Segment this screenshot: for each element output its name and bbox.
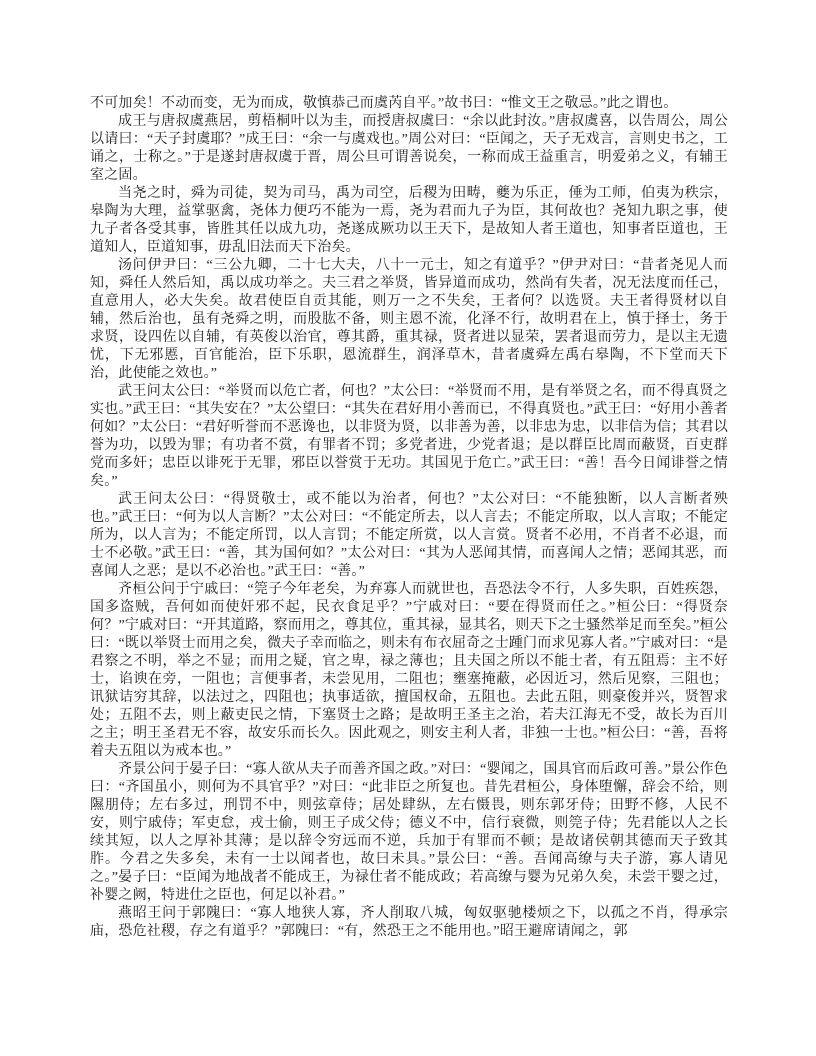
- paragraph-continuation: 不可加矣！不动而变，无为而成，敬慎恭己而虞芮自平。”故书曰：“惟文王之敬忌。”此之谓也。: [90, 96, 678, 111]
- paragraph-tang-asks-yi-yin: 汤问伊尹曰：“三公九卿，二十七大夫，八十一元士，知之有道乎？”伊尹对曰：“昔者尧见人而知，舜任人然后知，禹以成功举之。夫三君之举贤，皆异道而成功，然尚有失者，况无法度而任己，直意用人，必大失矣。故君使臣自贡其能，则万一之不失矣，王者何？以选贤。夫王者得贤材以自辅，然后治也，虽有尧舜之明，而股肱不备，则主恩不流，化泽不行，故明君在上，慎于择士，务于求贤，设四佐以自辅，有英俊以治官，尊其爵，重其禄，贤者进以显荣，罢者退而劳力，是以主无遗忧，下无邪慝，百官能治，臣下乐职，恩流群生，润泽草木，昔者虞舜左禹右皋陶，不下堂而天下治，此使能之效也。”: [90, 258, 728, 381]
- paragraph-yao-nine-officials: 当尧之时，舜为司徒，契为司马，禹为司空，后稷为田畴，夔为乐正，倕为工师，伯夷为秩宗，皋陶为大理，益掌驱禽，尧体力便巧不能为一焉，尧为君而九子为臣，其何故也？尧知九职之事，使九子者各受其事，皆胜其任以成九功，尧遂成厥功以王天下，是故知人者王道也，知事者臣道也，王道知人，臣道知事，毋乱旧法而天下治矣。: [90, 186, 728, 255]
- paragraph-yan-zhao-wang-guo-wei: 燕昭王问于郭隗曰：“寡人地狭人寡，齐人削取八城，匈奴驱驰楼烦之下，以孤之不肖，得承宗庙，恐危社稷，存之有道乎？”郭隗曰：“有，然恐王之不能用也。”昭王避席请闻之，郭: [90, 906, 728, 939]
- text-body: [90, 95, 728, 941]
- paragraph-wu-wang-taigong-1: 武王问太公曰：“举贤而以危亡者，何也？”太公曰：“举贤而不用，是有举贤之名，而不得真贤之实也。”武王曰：“其失安在？”太公望曰：“其失在君好用小善而已，不得真贤也。”武王曰：“好用小善者何如？”太公曰：“君好听誉而不恶谗也，以非贤为贤，以非善为善，以非忠为忠，以非信为信；其君以誉为功，以毁为罪；有功者不赏，有罪者不罚；多党者进，少党者退；是以群臣比周而蔽贤，百吏群党而多奸；忠臣以诽死于无罪，邪臣以誉赏于无功。其国见于危亡。”武王曰：“善！吾今日闻诽誉之情矣。”: [90, 384, 728, 489]
- paragraph-wu-wang-taigong-2: 武王问太公曰：“得贤敬士，或不能以为治者，何也？”太公对曰：“不能独断，以人言断者殃也。”武王曰：“何为以人言断？”太公对曰：“不能定所去，以人言去；不能定所取，以人言取；不能定所为，以人言为；不能定所罚，以人言罚；不能定所赏，以人言赏。贤者不必用，不肖者不必退，而士不必敬。”武王曰：“善，其为国何如？”太公对曰：“其为人恶闻其情，而喜闻人之情；恶闻其恶，而喜闻人之恶；是以不必治也。”武王曰：“善。”: [90, 492, 728, 579]
- paragraph-tang-shu-yu: 成王与唐叔虞燕居，剪梧桐叶以为圭，而授唐叔虞曰：“余以此封汝。”唐叔虞喜，以告周公，周公以请曰：“天子封虞耶？”成王曰：“余一与虞戏也。”周公对曰：“臣闻之，天子无戏言，言则史书之，工诵之，士称之。”于是遂封唐叔虞于晋，周公旦可谓善说矣，一称而成王益重言，明爱弟之义，有辅王室之固。: [90, 114, 728, 183]
- paragraph-jing-gong-yanzi: 齐景公问于晏子曰：“寡人欲从夫子而善齐国之政。”对曰：“婴闻之，国具官而后政可善。”景公作色曰：“齐国虽小，则何为不具官乎？”对曰：“此非臣之所复也。昔先君桓公，身体堕懈，辞会不给，则隰朋侍；左右多过，刑罚不中，则弦章侍；居处肆纵，左右慑畏，则东郭牙侍；田野不修，人民不安，则宁戚侍；军吏怠，戎士偷，则王子成父侍；德义不中，信行衰微，则筦子侍；先君能以人之长续其短，以人之厚补其薄；是以辞令穷远而不逆，兵加于有罪而不顿；是故诸侯朝其德而天子致其胙。今君之失多矣，未有一士以闻者也，故曰未具。”景公曰：“善。吾闻高缭与夫子游，寡人请见之。”晏子曰：“臣闻为地战者不能成王，为禄仕者不能成政；若高缭与婴为兄弟久矣，未尝干婴之过，补婴之阙，特进仕之臣也，何足以补君。”: [90, 762, 728, 903]
- paragraph-huan-gong-ning-qi: 齐桓公问于宁戚曰：“筦子今年老矣，为弃寡人而就世也，吾恐法令不行，人多失职，百姓疾怨，国多盗贼，吾何如而使奸邪不起，民衣食足乎？”宁戚对曰：“要在得贤而任之。”桓公曰：“得贤奈何？”宁戚对曰：“开其道路，察而用之，尊其位，重其禄，显其名，则天下之士骚然举足而至矣。”桓公曰：“既以举贤士而用之矣，微夫子幸而临之，则未有布衣屈奇之士踵门而求见寡人者。”宁戚对曰：“是君察之不明，举之不显；而用之疑，官之卑，禄之薄也；且夫国之所以不能士者，有五阻焉：主不好士，谄谀在旁，一阻也；言便事者，未尝见用，二阻也；壅塞掩蔽，必因近习，然后见察，三阻也；讯狱诘穷其辞，以法过之，四阻也；执事适欲，擅国权命，五阻也。去此五阻，则豪俊并兴，贤智求处；五阻不去，则上蔽吏民之情，下塞贤士之路；是故明王圣主之治，若夫江海无不受，故长为百川之主；明王圣君无不容，故安乐而长久。因此观之，则安主利人者，非独一士也。”桓公曰：“善，吾将着夫五阻以为戒本也。”: [90, 582, 728, 759]
